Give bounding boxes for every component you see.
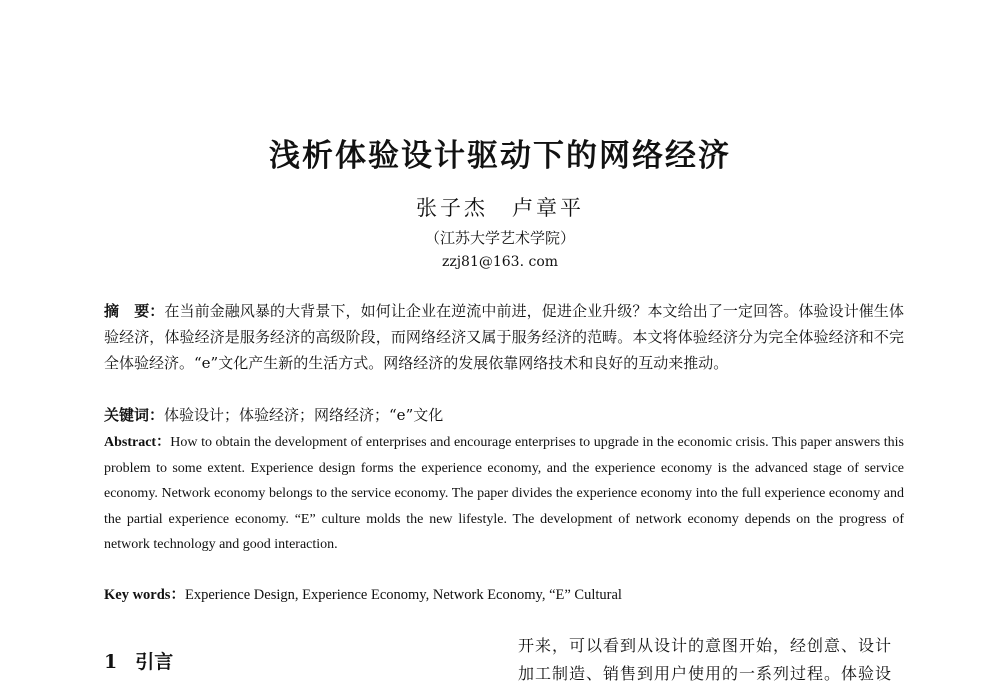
body-text-right-column bbox=[518, 632, 902, 688]
abstract-chinese-label: 摘 要： bbox=[104, 302, 165, 320]
abstract-english bbox=[104, 430, 904, 558]
section-heading-introduction bbox=[104, 647, 173, 674]
keywords-chinese-text: 体验设计；体验经济；网络经济；“e”文化 bbox=[164, 406, 444, 424]
keywords-english bbox=[104, 582, 904, 608]
keywords-english-text: Experience Design, Experience Economy, Network Economy, “E” Cultural bbox=[184, 587, 622, 603]
author-email: zzj81@163. com bbox=[441, 254, 559, 270]
abstract-chinese bbox=[104, 298, 904, 376]
keywords-chinese bbox=[104, 402, 904, 428]
keywords-chinese-label: 关键词： bbox=[104, 406, 165, 424]
section-number: 1 bbox=[104, 651, 118, 673]
abstract-english-label: Abstract： bbox=[104, 435, 171, 450]
paper-affiliation: （江苏大学艺术学院） bbox=[424, 229, 575, 247]
body-text-line: 加工制造、销售到用户使用的一系列过程。体验设 bbox=[518, 664, 893, 683]
paper-authors: 张子杰 卢章平 bbox=[416, 196, 584, 220]
section-title: 引言 bbox=[135, 651, 174, 673]
body-text-line: 开来，可以看到从设计的意图开始，经创意、设计 bbox=[518, 636, 893, 655]
abstract-english-text: How to obtain the development of enterprises and encourage enterprises to upgrade in the economic crisis. This paper answers this problem to some extent. Experience design forms the experience economy, and the experience economy is the advanced stage of service economy. Network economy belongs to the service economy. The paper divides the experience economy into the full experience economy and the partial experience economy. “E” culture molds the new lifestyle. The development of network economy depends on the progress of network technology and good interaction. bbox=[104, 435, 904, 552]
keywords-english-label: Key words： bbox=[104, 587, 185, 603]
paper-title: 浅析体验设计驱动下的网络经济 bbox=[269, 138, 731, 174]
abstract-chinese-text: 在当前金融风暴的大背景下，如何让企业在逆流中前进，促进企业升级？本文给出了一定回答。体验设计催生体验经济，体验经济是服务经济的高级阶段，而网络经济又属于服务经济的范畴。本文将体验经济分为完全体验经济和不完全体验经济。“e”文化产生新的生活方式。网络经济的发展依靠网络技术和良好的互动来推动。 bbox=[104, 302, 904, 372]
